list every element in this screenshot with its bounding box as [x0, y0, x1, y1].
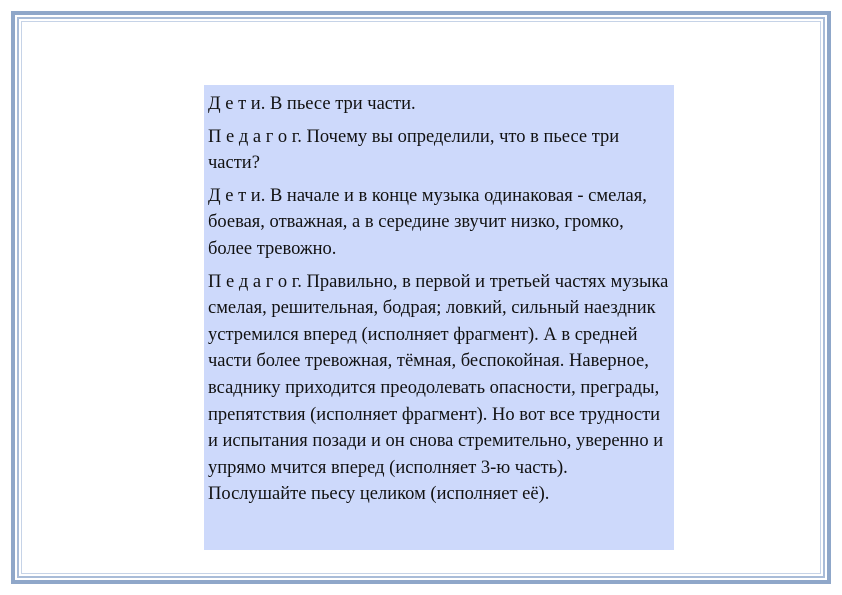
dialogue-line: Правильно, в первой и третьей частях музыка смелая, решительная, бодрая; ловкий, сильный наездник устремился вперед (исполняет фрагмент). А в средней части более тревожная, тёмная, беспокойная. Наверное, всаднику приходится преодолевать опасности, преграды, препятствия (исполняет фрагмент). Но вот все трудности и испытания позади и он снова стремительно, уверенно и упрямо мчится вперед (исполняет 3-ю часть). Послушайте пьесу целиком (исполняет её). — [208, 271, 669, 505]
dialogue-paragraph-4 — [208, 269, 670, 508]
dialogue-line: Почему вы определили, что в пьесе три части? — [208, 126, 620, 174]
dialogue-line: В пьесе три части. — [269, 94, 416, 114]
dialogue-paragraph-3 — [208, 183, 670, 263]
speaker-label: П е д а г о г. — [208, 271, 302, 292]
speaker-label: П е д а г о г. — [208, 126, 302, 147]
dialogue-text-box — [204, 85, 674, 550]
dialogue-line: В начале и в конце музыка одинаковая - смелая, боевая, отважная, а в середине звучит низко, громко, более тревожно. — [208, 185, 647, 259]
speaker-label: Д е т и. — [208, 94, 266, 114]
dialogue-paragraph-2 — [208, 124, 670, 177]
dialogue-paragraph-1 — [208, 91, 670, 118]
speaker-label: Д е т и. — [208, 185, 266, 206]
